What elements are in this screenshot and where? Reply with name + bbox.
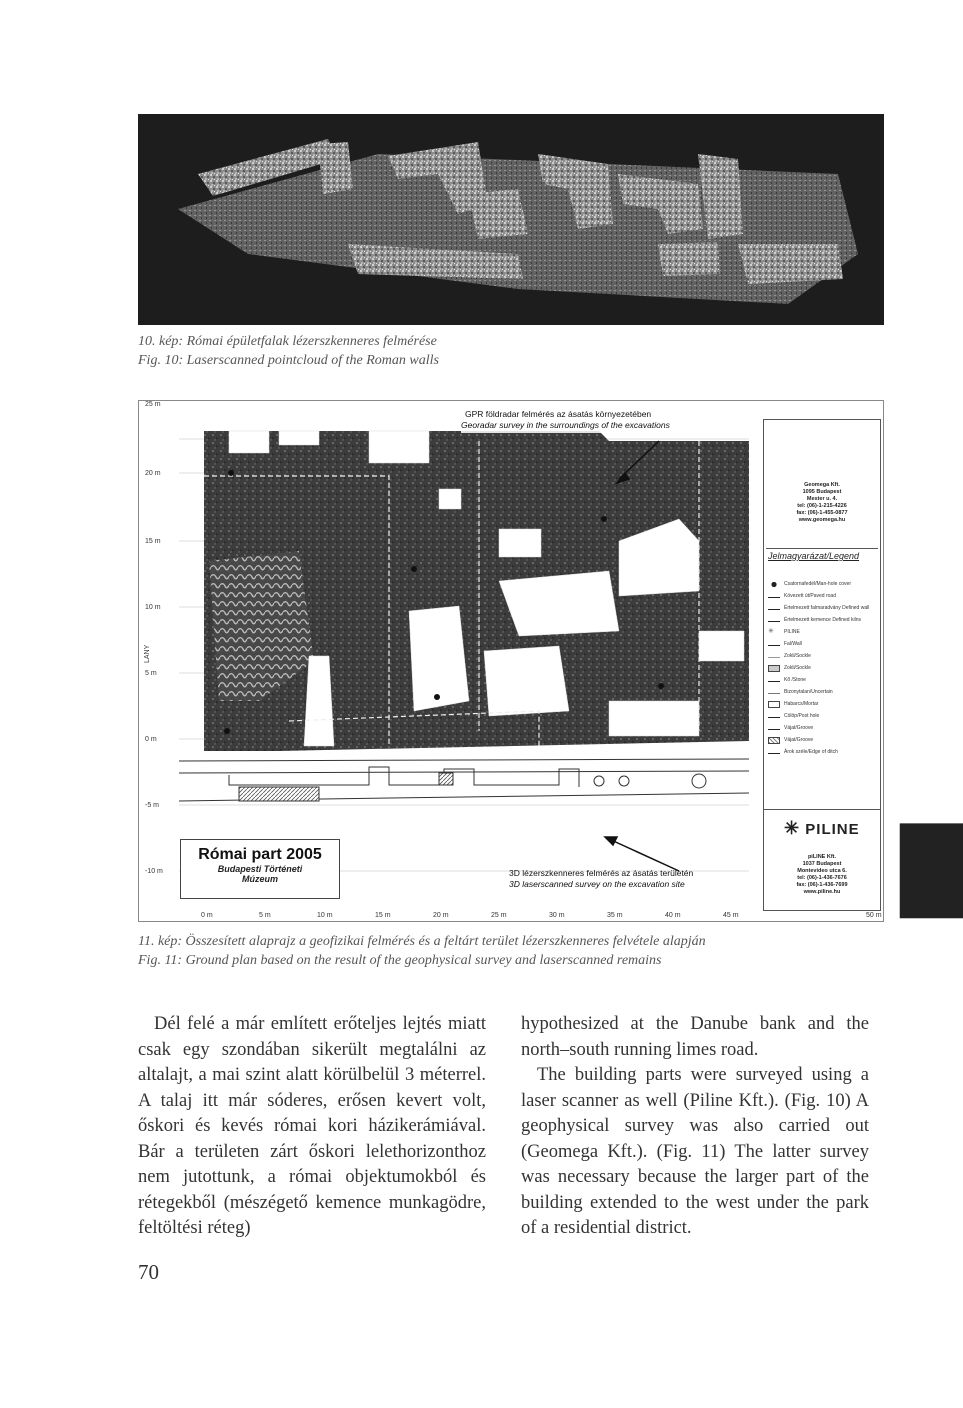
y-tick-15: 15 m <box>145 538 161 545</box>
x-tick-5: 5 m <box>259 912 271 919</box>
legend-label: Vájat/Groove <box>784 725 814 731</box>
legend-swatch <box>768 665 780 672</box>
gpr-label-hu: GPR földradar felmérés az ásatás környezetében <box>465 409 652 419</box>
y-tick-0: 0 m <box>145 736 157 743</box>
site-title: Római part 2005 <box>198 846 322 863</box>
y-tick-minus10: -10 m <box>145 868 163 875</box>
figure-10-pointcloud-image <box>138 114 884 325</box>
page-number: 70 <box>138 1260 159 1284</box>
legend-item <box>768 578 878 590</box>
y-tick-minus5: -5 m <box>145 802 159 809</box>
legend-swatch <box>768 726 780 730</box>
x-tick-45: 45 m <box>723 912 739 919</box>
text-column-left <box>138 1012 486 1242</box>
legend-label: Kő /Stone <box>784 677 806 683</box>
x-tick-20: 20 m <box>433 912 449 919</box>
x-tick-50: 50 m <box>866 912 882 919</box>
legend-swatch <box>768 678 780 682</box>
y-axis-label: LANY <box>144 644 151 663</box>
legend-item <box>768 662 878 674</box>
paragraph: hypothesized at the Danube bank and the north–south running limes road. <box>521 1014 869 1060</box>
y-tick-10: 10 m <box>145 604 161 611</box>
legend-swatch <box>768 750 780 754</box>
legend-swatch <box>768 737 780 744</box>
legend-item <box>768 746 878 758</box>
pointcloud-render <box>138 114 884 325</box>
x-tick-15: 15 m <box>375 912 391 919</box>
figure-10-caption-hu: 10. kép: Római épületfalak lézerszkenneres felmérése <box>138 334 437 349</box>
legend-label: Zokli/Sockle <box>784 653 811 659</box>
legend-swatch <box>768 594 780 598</box>
legend-label: Fal/Wall <box>784 641 802 647</box>
x-tick-30: 30 m <box>549 912 565 919</box>
legend-panel <box>763 419 881 811</box>
legend-item <box>768 674 878 686</box>
legend-item <box>768 710 878 722</box>
legend-item <box>768 614 878 626</box>
legend-swatch <box>768 690 780 694</box>
legend-label: Értelmezett kemence Defined kilns <box>784 617 861 623</box>
laser-label-hu: 3D lézerszkenneres felmérés az ásatás területén <box>509 868 694 878</box>
legend-label: Vájat/Groove <box>784 737 814 743</box>
legend-label: Értelmezett falmaradvány Defined wall <box>784 605 870 611</box>
legend-label: Kövezett út/Paved road <box>784 593 836 599</box>
piline-logo: ✳ PILINE <box>784 818 860 838</box>
paragraph: Dél felé a már említett erőteljes lejtés miatt csak egy szondában sikerült megtalálni az altalajt, a mai szint alatt körülbelül 3 méterrel. A talaj itt már sóderes, erősen kevert volt, őskori és kevés római kori házikerámiával. Bár a területen zárt őskori lelethorizonthoz nem jutottunk, a római objektumokból és rétegekből (mészégető kemence munkagödre, feltöltési réteg) <box>138 1014 486 1238</box>
legend-item <box>768 650 878 662</box>
museum-name-line2: Múzeum <box>242 874 278 884</box>
legend-label: Zokli/Sockle <box>784 665 811 671</box>
legend-item <box>768 686 878 698</box>
x-tick-25: 25 m <box>491 912 507 919</box>
legend-label: Habarcs/Mortar <box>784 701 819 707</box>
legend-label: Cölöp/Post hole <box>784 713 820 719</box>
legend-swatch <box>768 606 780 610</box>
legend-label: PILINE <box>784 629 800 635</box>
laser-survey-label <box>509 868 693 890</box>
legend-swatch <box>768 642 780 646</box>
x-tick-0: 0 m <box>201 912 213 919</box>
x-tick-35: 35 m <box>607 912 623 919</box>
legend-item <box>768 698 878 710</box>
text-column-right <box>521 1012 869 1242</box>
y-tick-5: 5 m <box>145 670 157 677</box>
legend-item <box>768 602 878 614</box>
gpr-label-en: Georadar survey in the surroundings of the excavations <box>461 420 670 430</box>
figure-11-ground-plan <box>138 400 884 922</box>
museum-name-line1: Budapesti Történeti <box>217 864 303 874</box>
legend-swatch <box>768 581 780 588</box>
x-tick-10: 10 m <box>317 912 333 919</box>
geomega-contact: Geomega Kft. 1095 Budapest Mester u. 4. tel: (06)-1-215-4226 fax: (06)-1-455-0877 www.geomega.hu <box>796 482 848 523</box>
legend-swatch <box>768 714 780 718</box>
legend-swatch: ✳ <box>768 627 774 635</box>
x-tick-40: 40 m <box>665 912 681 919</box>
site-title-box <box>180 839 340 899</box>
legend-label: Csatornafedél/Man-hole cover <box>784 581 851 587</box>
y-tick-20: 20 m <box>145 470 161 477</box>
figure-10-caption-en: Fig. 10: Laserscanned pointcloud of the Roman walls <box>138 353 439 368</box>
legend-item <box>768 626 878 638</box>
legend-list <box>768 578 878 758</box>
legend-title: Jelmagyarázat/Legend <box>766 548 878 561</box>
laser-label-en: 3D laserscanned survey on the excavation site <box>509 879 685 889</box>
legend-item <box>768 734 878 746</box>
paragraph: The building parts were surveyed using a laser scanner as well (Piline Kft.). (Fig. 10) A geophysical survey was also carried out (Geomega Kft.). (Fig. 11) The latter survey was necessary because the larger part of the building extended to the west under the park of a residential district. <box>521 1065 869 1238</box>
figure-11-caption-en: Fig. 11: Ground plan based on the result of the geophysical survey and laserscanned remains <box>138 953 662 968</box>
y-tick-25: 25 m <box>145 401 161 408</box>
figure-11-caption-hu: 11. kép: Összesített alaprajz a geofizikai felmérés és a feltárt terület lézerszkenneres felvétele alapján <box>138 934 706 949</box>
piline-star-icon: ✳ <box>784 818 801 838</box>
piline-contact: piLINE Kft. 1037 Budapest Montevideo utca 6. tel: (06)-1-436-7676 fax: (06)-1-436-7699 www.piline.hu <box>796 854 848 895</box>
legend-item <box>768 638 878 650</box>
legend-item <box>768 722 878 734</box>
legend-swatch <box>768 618 780 622</box>
legend-swatch <box>768 654 780 658</box>
legend-swatch <box>768 701 780 708</box>
legend-item <box>768 590 878 602</box>
legend-label: Árok széle/Edge of ditch <box>784 749 838 755</box>
piline-panel <box>763 809 881 911</box>
legend-label: Bizonytalan/Uncertain <box>784 689 833 695</box>
